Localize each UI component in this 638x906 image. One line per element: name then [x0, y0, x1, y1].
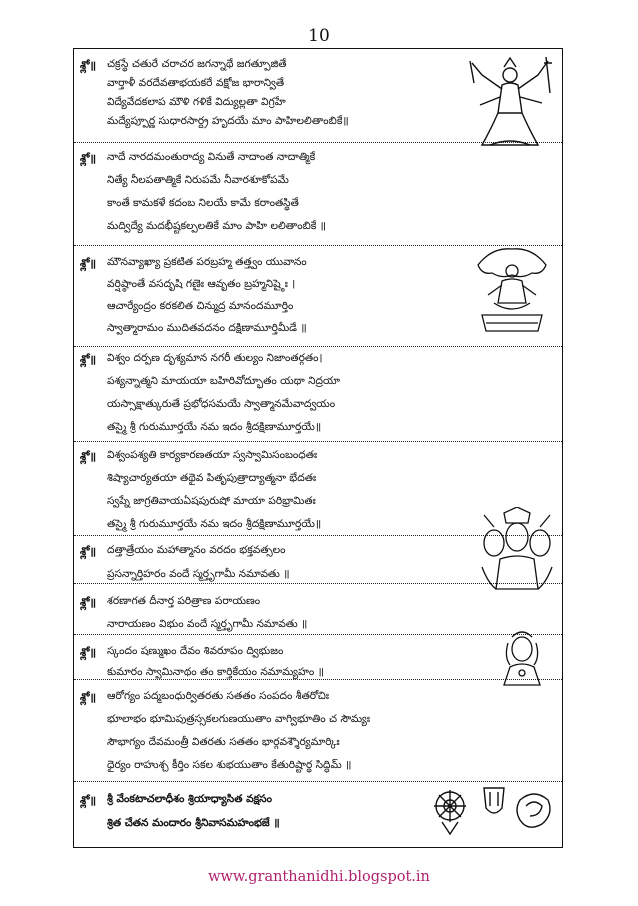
- verse-line: సౌభాగ్యం దేవమంత్రీ వితరతు సతతం భార్గవశ్శౌర్యమార్కిః: [107, 736, 340, 748]
- goddess-lalitha-illustration: [460, 53, 560, 153]
- shloka-marker: శ్లో॥: [80, 545, 97, 558]
- dattatreya-illustration: [474, 507, 560, 597]
- verse-line: శ్రీ వేంకటాచలాధీశం శ్రియాధ్యాసిత వక్షసం: [107, 793, 272, 805]
- shankha-chakra-namam-illustration: [422, 784, 558, 842]
- verse-line: ఆచార్యేంద్రం కరకలిత చిన్ముద్ర మానందమూర్తిం: [107, 300, 294, 312]
- shloka-marker: శ్లో॥: [80, 59, 97, 72]
- verse-line: స్వప్నే జాగ్రతివాయఏషపురుషో మాయా పరిభ్రామితః: [107, 495, 316, 507]
- verse-line: శిష్యాచార్యతయా తథైవ పితృపుత్రాద్యాత్మనా భేదతః: [107, 472, 317, 484]
- verse-line: స్కందం షణ్ముఖం దేవం శివరూపం ద్విభుజం: [107, 645, 284, 657]
- shloka-marker: శ్లో॥: [80, 646, 97, 659]
- verse-divider: [74, 781, 562, 782]
- verse-line: స్వాత్మారామం ముదితవదనం దక్షిణామూర్తిమీడే ॥: [107, 322, 307, 334]
- verse-divider: [74, 346, 562, 347]
- verse-divider: [74, 679, 562, 680]
- verse-line: దత్తాత్రేయం మహాత్మానం వరదం భక్తవత్సలం: [107, 544, 286, 556]
- page-number: 10: [308, 26, 330, 46]
- verse-line: వర్షిష్ఠాంతే వసదృషి గణైః ఆవృతం బ్రహ్మనిష్ఠైః ।: [107, 278, 296, 290]
- verse-line: కుమారం స్వామినాథం తం కార్తికేయం నమామ్యహం ॥: [107, 666, 324, 678]
- shloka-marker: శ్లో॥: [80, 450, 97, 463]
- footer-url: www.granthanidhi.blogspot.in: [208, 869, 430, 885]
- verse-line: యస్సాక్షాత్కురుతే ప్రభోధసమయే స్వాత్మానమేవాద్వయం: [107, 398, 336, 410]
- verse-divider: [74, 441, 562, 442]
- verse-divider: [74, 634, 562, 635]
- verse-line: మౌనవ్యాఖ్యా ప్రకటిత పరబ్రహ్మ తత్త్వం యువానం: [107, 256, 307, 268]
- skanda-illustration: [496, 627, 548, 687]
- verse-line: నిత్యే నీలపతాత్మికే నిరుపమే నీవారశూకోపమే: [107, 174, 289, 186]
- verse-line: విశ్వంపశ్యతి కార్యకారణతయా స్వస్వామిసంబంధతః: [107, 449, 318, 461]
- verse-line: శ్రిత చేతన మందారం శ్రీనివాసమహంభజే ॥: [107, 817, 280, 829]
- verse-line: ప్రసన్నార్తిహరం వందే స్మర్తృగామీ నమావతు ॥: [107, 568, 290, 580]
- dakshinamurthy-illustration: [472, 245, 552, 337]
- verse-line: మద్యేప్పూర్ణ సుధారసార్ద్ర హృదయే మాం పాహిలలితాంబికే॥: [107, 115, 349, 127]
- verse-line: వార్తాళీ వరదేవతాభయకరే వక్షోజ భారాన్వితే: [107, 77, 285, 89]
- verse-line: ఆరోగ్యం పద్మబంధుర్వితరతు సతతం సంపదం శీతరోచిః: [107, 690, 329, 702]
- shloka-marker: శ్లో॥: [80, 794, 97, 807]
- verse-line: భూలాభం భూమిపుత్రస్సకలగుణయుతాం వాగ్విభూతిం చ సౌమ్యః: [107, 713, 370, 725]
- verse-line: మద్విద్యే మదభీష్టకల్పలతికే మాం పాహి లలితాంబికే ॥: [107, 220, 326, 232]
- shloka-marker: శ్లో॥: [80, 353, 97, 366]
- verse-line: శరణాగత దీనార్త పరిత్రాణ పరాయణం: [107, 595, 261, 607]
- verse-line: విద్యేవేదకలాప మౌళి గళికే విద్యుల్లతా విగ్రహే: [107, 96, 286, 108]
- verse-line: విశ్వం దర్పణ దృశ్యమాన నగరీ తుల్యం నిజాంతర్గతం।: [107, 352, 323, 364]
- verse-line: తస్మై శ్రీ గురుమూర్తయే నమ ఇదం శ్రీదక్షిణామూర్తయే॥: [107, 518, 322, 530]
- verse-frame: [73, 48, 563, 848]
- verse-line: తస్మై శ్రీ గురుమూర్తయే నమ ఇదం శ్రీదక్షిణామూర్తయే॥: [107, 421, 322, 433]
- verse-line: చక్రస్థే చతురే చరాచర జగన్నాథే జగత్పూజితే: [107, 58, 287, 70]
- verse-line: నారాయణం విభుం వందే స్మర్తృగామీ నమావతు ॥: [107, 618, 308, 630]
- verse-line: ధైర్యం రాహుశ్చ కీర్తిం సకల శుభయుతాం కేతురిష్టార్థ సిద్ధిమ్ ॥: [107, 759, 352, 771]
- shloka-marker: శ్లో॥: [80, 691, 97, 704]
- shloka-marker: శ్లో॥: [80, 596, 97, 609]
- verse-line: కాంతే కామకళే కదంబ నిలయే కామే కరాంతస్థితే: [107, 197, 299, 209]
- shloka-marker: శ్లో॥: [80, 257, 97, 270]
- verse-line: నాదే నారదమంతురాద్య వినుతే నాదాంత నాదాత్మికే: [107, 151, 316, 163]
- verse-line: పశ్యన్నాత్మని మాయయా బహిరివోద్భూతం యథా నిద్రయా: [107, 375, 341, 387]
- shloka-marker: శ్లో॥: [80, 152, 97, 165]
